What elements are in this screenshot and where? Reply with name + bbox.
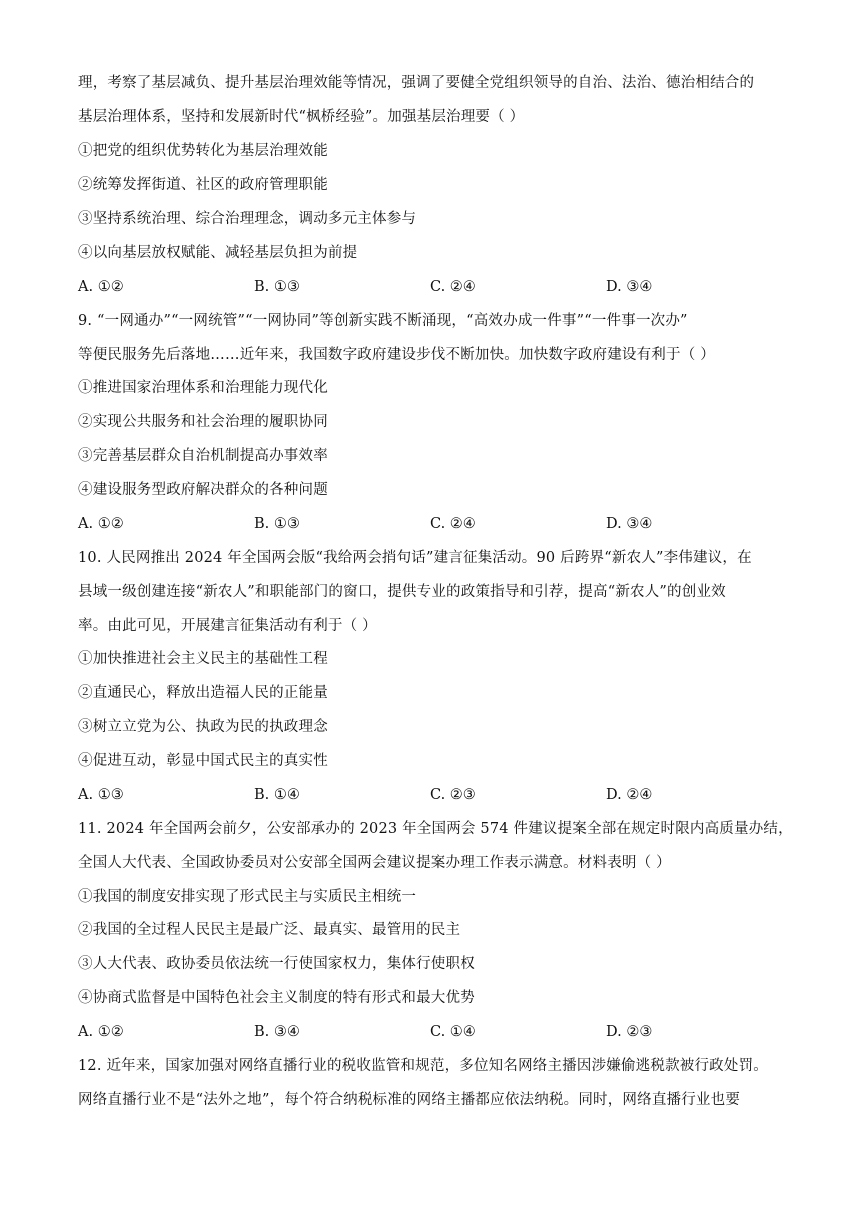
q8-option-b: B. ①③ xyxy=(254,279,300,295)
q9-stem-line-1: 9. “一网通办”“一网统管”“一网协同”等创新实践不断涌现，“高效办成一件事”“一件事一次办” xyxy=(78,313,688,329)
q10-statement-3: ③树立立党为公、执政为民的执政理念 xyxy=(78,719,328,735)
q10-option-b: B. ①④ xyxy=(254,787,300,803)
q12-stem-line-2: 网络直播行业不是“法外之地”，每个符合纳税标准的网络主播都应依法纳税。同时，网络直播行业也要 xyxy=(78,1092,741,1108)
q8-option-a: A. ①② xyxy=(78,279,124,295)
q8-statement-3: ③坚持系统治理、综合治理理念，调动多元主体参与 xyxy=(78,211,417,227)
q8-statement-1: ①把党的组织优势转化为基层治理效能 xyxy=(78,143,328,159)
q12-stem-line-1: 12. 近年来，国家加强对网络直播行业的税收监管和规范，多位知名网络主播因涉嫌偷逃税款被行政处罚。 xyxy=(78,1058,768,1074)
q11-statement-1: ①我国的制度安排实现了形式民主与实质民主相统一 xyxy=(78,889,417,905)
q10-stem-line-1: 10. 人民网推出 2024 年全国两会版“我给两会捎句话”建言征集活动。90 后跨界“新农人”李伟建议，在 xyxy=(78,550,752,566)
q9-statement-2: ②实现公共服务和社会治理的履职协同 xyxy=(78,414,328,430)
q10-option-c: C. ②③ xyxy=(430,787,476,803)
q8-option-c: C. ②④ xyxy=(430,279,476,295)
q10-statement-4: ④促进互动，彰显中国式民主的真实性 xyxy=(78,753,328,769)
q11-stem-line-1: 11. 2024 年全国两会前夕，公安部承办的 2023 年全国两会 574 件建议提案全部在规定时限内高质量办结， xyxy=(78,821,793,837)
q10-option-a: A. ①③ xyxy=(78,787,124,803)
q9-stem-line-2: 等便民服务先后落地……近年来，我国数字政府建设步伐不断加快。加快数字政府建设有利于（ ） xyxy=(78,347,715,363)
q10-statement-1: ①加快推进社会主义民主的基础性工程 xyxy=(78,651,328,667)
q9-option-c: C. ②④ xyxy=(430,516,476,532)
q8-option-d: D. ③④ xyxy=(606,279,653,295)
q11-option-d: D. ②③ xyxy=(606,1024,653,1040)
q10-option-d: D. ②④ xyxy=(606,787,653,803)
q11-option-c: C. ①④ xyxy=(430,1024,476,1040)
q8-stem-line-2: 基层治理体系，坚持和发展新时代“枫桥经验”。加强基层治理要（ ） xyxy=(78,109,525,125)
q9-statement-1: ①推进国家治理体系和治理能力现代化 xyxy=(78,380,328,396)
q8-statement-4: ④以向基层放权赋能、减轻基层负担为前提 xyxy=(78,245,358,261)
q9-option-a: A. ①② xyxy=(78,516,124,532)
q9-statement-3: ③完善基层群众自治机制提高办事效率 xyxy=(78,448,328,464)
q11-option-a: A. ①② xyxy=(78,1024,124,1040)
q10-stem-line-2: 县域一级创建连接“新农人”和职能部门的窗口，提供专业的政策指导和引荐，提高“新农人”的创业效 xyxy=(78,584,726,600)
q11-statement-4: ④协商式监督是中国特色社会主义制度的特有形式和最大优势 xyxy=(78,990,475,1006)
q11-statement-2: ②我国的全过程人民民主是最广泛、最真实、最管用的民主 xyxy=(78,922,461,938)
q8-stem-line-1: 理，考察了基层减负、提升基层治理效能等情况，强调了要健全党组织领导的自治、法治、德治相结合的 xyxy=(78,75,755,91)
q11-stem-line-2: 全国人大代表、全国政协委员对公安部全国两会建议提案办理工作表示满意。材料表明（ ） xyxy=(78,855,671,871)
q9-statement-4: ④建设服务型政府解决群众的各种问题 xyxy=(78,482,328,498)
q11-option-b: B. ③④ xyxy=(254,1024,300,1040)
q8-statement-2: ②统筹发挥街道、社区的政府管理职能 xyxy=(78,177,328,193)
q11-statement-3: ③人大代表、政协委员依法统一行使国家权力，集体行使职权 xyxy=(78,956,475,972)
q10-stem-line-3: 率。由此可见，开展建言征集活动有利于（ ） xyxy=(78,618,377,634)
q9-option-d: D. ③④ xyxy=(606,516,653,532)
q10-statement-2: ②直通民心，释放出造福人民的正能量 xyxy=(78,685,328,701)
q9-option-b: B. ①③ xyxy=(254,516,300,532)
